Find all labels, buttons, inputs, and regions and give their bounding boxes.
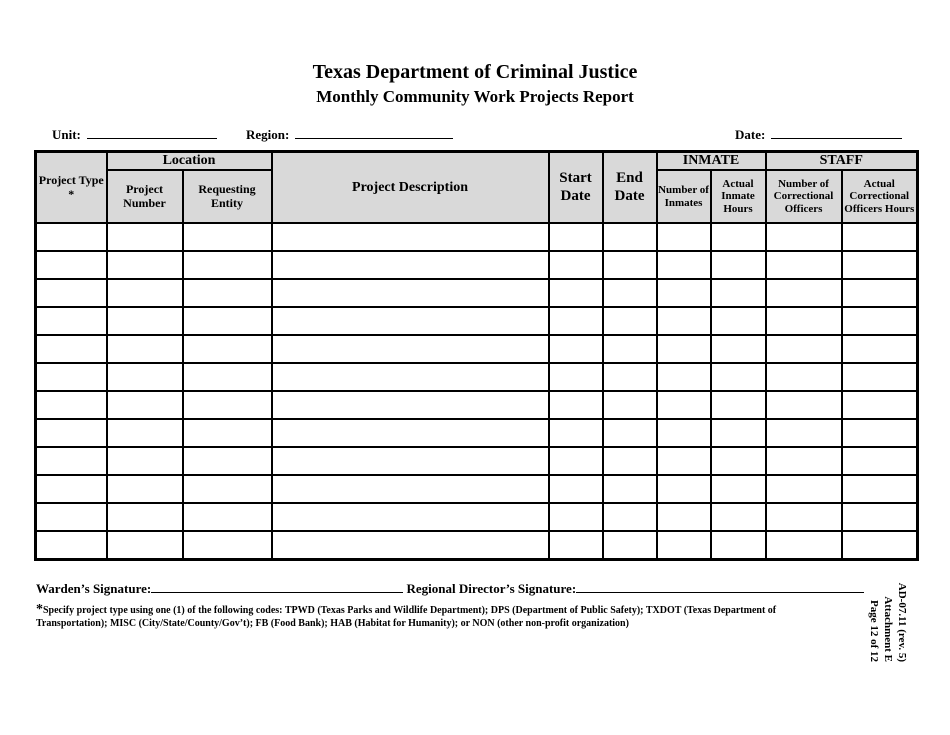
table-cell[interactable] bbox=[107, 503, 183, 531]
table-cell[interactable] bbox=[842, 503, 918, 531]
table-cell[interactable] bbox=[183, 363, 272, 391]
table-cell[interactable] bbox=[657, 531, 711, 560]
table-cell[interactable] bbox=[711, 475, 766, 503]
table-cell[interactable] bbox=[603, 419, 657, 447]
col-project-description: Project Description bbox=[272, 152, 549, 224]
table-cell[interactable] bbox=[272, 503, 549, 531]
table-cell[interactable] bbox=[603, 391, 657, 419]
table-cell[interactable] bbox=[107, 475, 183, 503]
table-cell[interactable] bbox=[711, 531, 766, 560]
table-cell[interactable] bbox=[107, 223, 183, 251]
table-cell[interactable] bbox=[272, 307, 549, 335]
page-number: Page 12 of 12 bbox=[868, 599, 880, 662]
form-id: AD-07.11 (rev. 5) bbox=[896, 582, 908, 662]
form-reference bbox=[862, 572, 914, 662]
table-cell[interactable] bbox=[36, 447, 107, 475]
table-cell[interactable] bbox=[766, 419, 842, 447]
table-cell[interactable] bbox=[549, 223, 603, 251]
table-cell[interactable] bbox=[711, 335, 766, 363]
table-cell[interactable] bbox=[842, 531, 918, 560]
table-row bbox=[36, 531, 918, 560]
table-row bbox=[36, 363, 918, 391]
table-cell[interactable] bbox=[183, 503, 272, 531]
table-cell[interactable] bbox=[766, 363, 842, 391]
table-cell[interactable] bbox=[842, 475, 918, 503]
table-cell[interactable] bbox=[711, 223, 766, 251]
table-cell[interactable] bbox=[711, 503, 766, 531]
table-cell[interactable] bbox=[842, 307, 918, 335]
date-label: Date: bbox=[735, 127, 766, 142]
date-field[interactable] bbox=[735, 127, 902, 143]
table-cell[interactable] bbox=[766, 223, 842, 251]
table-cell[interactable] bbox=[272, 391, 549, 419]
table-cell[interactable] bbox=[183, 475, 272, 503]
table-cell[interactable] bbox=[711, 307, 766, 335]
col-actual-officer-hours: Actual Correctional Officers Hours bbox=[842, 170, 918, 223]
table-row bbox=[36, 223, 918, 251]
table-cell[interactable] bbox=[711, 447, 766, 475]
table-cell[interactable] bbox=[183, 335, 272, 363]
table-body bbox=[36, 223, 918, 560]
table-cell[interactable] bbox=[107, 531, 183, 560]
report-subtitle: Monthly Community Work Projects Report bbox=[316, 87, 634, 106]
table-cell[interactable] bbox=[549, 391, 603, 419]
table-cell[interactable] bbox=[657, 335, 711, 363]
table-cell[interactable] bbox=[107, 363, 183, 391]
table-cell[interactable] bbox=[549, 503, 603, 531]
table-cell[interactable] bbox=[36, 419, 107, 447]
table-cell[interactable] bbox=[549, 363, 603, 391]
group-inmate: INMATE bbox=[657, 152, 766, 171]
table-row bbox=[36, 503, 918, 531]
signature-line bbox=[36, 581, 864, 597]
table-cell[interactable] bbox=[183, 419, 272, 447]
table-cell[interactable] bbox=[272, 447, 549, 475]
table-cell[interactable] bbox=[183, 531, 272, 560]
table-cell[interactable] bbox=[711, 391, 766, 419]
table-row bbox=[36, 307, 918, 335]
group-location: Location bbox=[107, 152, 272, 171]
table-cell[interactable] bbox=[657, 363, 711, 391]
table-cell[interactable] bbox=[657, 391, 711, 419]
table-cell[interactable] bbox=[36, 531, 107, 560]
table-cell[interactable] bbox=[603, 503, 657, 531]
table-cell[interactable] bbox=[657, 475, 711, 503]
table-cell[interactable] bbox=[842, 363, 918, 391]
table-cell[interactable] bbox=[272, 279, 549, 307]
table-cell[interactable] bbox=[711, 363, 766, 391]
table-cell[interactable] bbox=[549, 531, 603, 560]
table-cell[interactable] bbox=[107, 279, 183, 307]
table-cell[interactable] bbox=[272, 419, 549, 447]
table-cell[interactable] bbox=[36, 391, 107, 419]
col-project-type: Project Type * bbox=[36, 152, 107, 224]
table-row bbox=[36, 335, 918, 363]
table-cell[interactable] bbox=[842, 335, 918, 363]
table-cell[interactable] bbox=[272, 335, 549, 363]
table-cell[interactable] bbox=[36, 307, 107, 335]
table-cell[interactable] bbox=[603, 531, 657, 560]
table-row bbox=[36, 391, 918, 419]
note-text: Specify project type using one (1) of the following codes: TPWD (Texas Parks and Wildlife Department); DPS (Department of Public Safety); TXDOT (Texas Department of Transportation); MISC (City/State/County/Gov’t); FB (Food Bank); HAB (Habitat for Humanity); or NON (other non-profit organization) bbox=[36, 605, 777, 629]
table-row bbox=[36, 279, 918, 307]
table-cell[interactable] bbox=[711, 419, 766, 447]
col-end-date: End Date bbox=[603, 152, 657, 224]
table-cell[interactable] bbox=[766, 279, 842, 307]
table-cell[interactable] bbox=[183, 251, 272, 279]
page-title: Texas Department of Criminal Justice bbox=[312, 61, 638, 83]
table-cell[interactable] bbox=[842, 279, 918, 307]
table-cell[interactable] bbox=[766, 475, 842, 503]
table-cell[interactable] bbox=[183, 279, 272, 307]
region-label: Region: bbox=[246, 127, 290, 142]
table-cell[interactable] bbox=[107, 251, 183, 279]
table-cell[interactable] bbox=[183, 391, 272, 419]
table-cell[interactable] bbox=[549, 251, 603, 279]
warden-signature-input[interactable] bbox=[151, 581, 403, 593]
table-cell[interactable] bbox=[657, 307, 711, 335]
table-cell[interactable] bbox=[36, 335, 107, 363]
table-cell[interactable] bbox=[657, 251, 711, 279]
unit-input-line[interactable] bbox=[87, 127, 217, 139]
table-cell[interactable] bbox=[842, 447, 918, 475]
col-actual-inmate-hours: Actual Inmate Hours bbox=[711, 170, 766, 223]
table-cell[interactable] bbox=[183, 307, 272, 335]
table-cell[interactable] bbox=[549, 279, 603, 307]
table-row bbox=[36, 475, 918, 503]
table-cell[interactable] bbox=[549, 419, 603, 447]
regional-director-signature-label: Regional Director’s Signature: bbox=[406, 581, 577, 596]
table-cell[interactable] bbox=[603, 363, 657, 391]
table-cell[interactable] bbox=[549, 447, 603, 475]
table-cell[interactable] bbox=[36, 223, 107, 251]
table-row bbox=[36, 419, 918, 447]
table-cell[interactable] bbox=[603, 475, 657, 503]
region-field[interactable] bbox=[246, 127, 453, 143]
table-cell[interactable] bbox=[842, 251, 918, 279]
table-cell[interactable] bbox=[766, 447, 842, 475]
date-input-line[interactable] bbox=[771, 127, 902, 139]
table-cell[interactable] bbox=[603, 307, 657, 335]
table-cell[interactable] bbox=[603, 447, 657, 475]
col-start-date: Start Date bbox=[549, 152, 603, 224]
table-cell[interactable] bbox=[107, 419, 183, 447]
table-cell[interactable] bbox=[766, 531, 842, 560]
table-cell[interactable] bbox=[657, 223, 711, 251]
table-cell[interactable] bbox=[766, 391, 842, 419]
table-cell[interactable] bbox=[657, 503, 711, 531]
table-cell[interactable] bbox=[711, 251, 766, 279]
table-cell[interactable] bbox=[36, 251, 107, 279]
table-cell[interactable] bbox=[36, 279, 107, 307]
table-cell[interactable] bbox=[766, 503, 842, 531]
table-cell[interactable] bbox=[766, 335, 842, 363]
table-cell[interactable] bbox=[842, 419, 918, 447]
work-projects-table bbox=[34, 150, 919, 561]
col-requesting-entity: Requesting Entity bbox=[183, 170, 272, 223]
table-cell[interactable] bbox=[272, 531, 549, 560]
table-cell[interactable] bbox=[603, 335, 657, 363]
table-cell[interactable] bbox=[766, 307, 842, 335]
unit-label: Unit: bbox=[52, 127, 81, 142]
table-cell[interactable] bbox=[183, 223, 272, 251]
regional-director-signature-input[interactable] bbox=[576, 581, 864, 593]
table-cell[interactable] bbox=[107, 307, 183, 335]
table-cell[interactable] bbox=[36, 503, 107, 531]
table-cell[interactable] bbox=[107, 391, 183, 419]
table-cell[interactable] bbox=[107, 335, 183, 363]
table-cell[interactable] bbox=[711, 279, 766, 307]
table-cell[interactable] bbox=[36, 363, 107, 391]
table-cell[interactable] bbox=[272, 223, 549, 251]
region-input-line[interactable] bbox=[295, 127, 453, 139]
col-project-number: Project Number bbox=[107, 170, 183, 223]
table-cell[interactable] bbox=[842, 223, 918, 251]
table-row bbox=[36, 251, 918, 279]
table-cell[interactable] bbox=[183, 447, 272, 475]
table-cell[interactable] bbox=[603, 279, 657, 307]
table-row bbox=[36, 447, 918, 475]
table-cell[interactable] bbox=[842, 391, 918, 419]
col-number-of-inmates: Number of Inmates bbox=[657, 170, 711, 223]
unit-field[interactable] bbox=[52, 127, 217, 143]
table-cell[interactable] bbox=[272, 363, 549, 391]
table-cell[interactable] bbox=[603, 223, 657, 251]
note-asterisk: * bbox=[36, 602, 43, 617]
table-cell[interactable] bbox=[36, 475, 107, 503]
table-cell[interactable] bbox=[766, 251, 842, 279]
table-cell[interactable] bbox=[549, 335, 603, 363]
table-cell[interactable] bbox=[272, 475, 549, 503]
col-number-of-officers: Number of Correctional Officers bbox=[766, 170, 842, 223]
attachment-label: Attachment E bbox=[882, 596, 894, 662]
table-cell[interactable] bbox=[657, 279, 711, 307]
warden-signature-label: Warden’s Signature: bbox=[36, 581, 152, 596]
table-cell[interactable] bbox=[603, 251, 657, 279]
table-cell[interactable] bbox=[657, 419, 711, 447]
table-cell[interactable] bbox=[107, 447, 183, 475]
table-cell[interactable] bbox=[657, 447, 711, 475]
project-type-note bbox=[36, 603, 846, 630]
table-cell[interactable] bbox=[549, 307, 603, 335]
group-staff: STAFF bbox=[766, 152, 918, 171]
table-cell[interactable] bbox=[549, 475, 603, 503]
table-cell[interactable] bbox=[272, 251, 549, 279]
